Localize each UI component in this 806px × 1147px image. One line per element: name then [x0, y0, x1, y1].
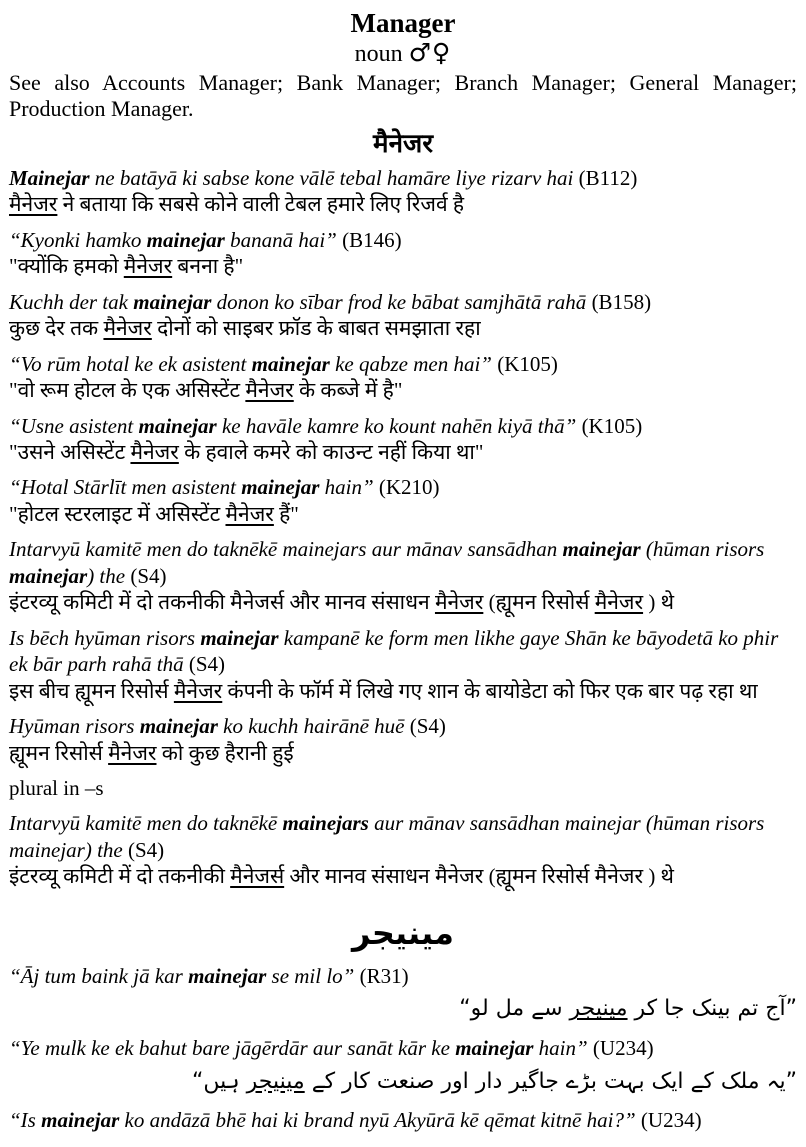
- text-run: bananā hai”: [224, 227, 343, 252]
- dictionary-example: [9, 289, 797, 342]
- text-run: kampanē ke form men likhe gaye Shān ke bāyodetā ko phir ek bār parh rahā thā: [9, 625, 779, 677]
- keyword-highlight: mainejar: [41, 1108, 120, 1133]
- dictionary-example: [9, 963, 797, 1026]
- hindi-headword: मैनेजर: [373, 129, 433, 159]
- text-run: ke havāle kamre ko kount nahēn kiyā thā”: [216, 413, 582, 438]
- keyword-highlight: मैनेजर: [9, 192, 58, 217]
- dictionary-example: [9, 536, 797, 615]
- text-run: aur mānav sansādhan mainejar (hūman risors mainejar) the: [9, 811, 765, 862]
- text-run: इस बीच ह्यूमन रिसोर्स: [9, 678, 174, 703]
- keyword-highlight: mainejar: [138, 413, 217, 438]
- example-roman-line: [9, 713, 797, 739]
- text-run: “Is: [9, 1108, 42, 1133]
- keyword-highlight: mainejars: [282, 811, 369, 836]
- example-hindi-line: [9, 863, 797, 889]
- example-roman-line: [9, 289, 797, 315]
- text-run: कंपनी के फॉर्म में लिखे गए शान के बायोडेटा को फिर एक बार पढ़ रहा था: [222, 678, 758, 703]
- keyword-highlight: مینیجر: [246, 1068, 305, 1094]
- keyword-highlight: مینیجر: [569, 996, 628, 1022]
- keyword-highlight: mainejar: [200, 625, 279, 650]
- text-run: (K105): [581, 413, 643, 438]
- text-run: (K210): [378, 475, 440, 500]
- text-run: (U234): [640, 1108, 702, 1133]
- text-run: (S4): [409, 714, 446, 739]
- example-roman-line: [9, 165, 797, 191]
- keyword-highlight: मैनेजर: [594, 590, 644, 615]
- text-run: hain”: [533, 1036, 593, 1061]
- text-run: “Usne asistent: [9, 413, 139, 438]
- keyword-highlight: मैनेजर: [245, 378, 294, 403]
- dictionary-example: [9, 713, 797, 766]
- keyword-highlight: mainejar: [133, 289, 212, 314]
- text-run: Intarvyū kamitē men do taknēkē: [9, 811, 283, 836]
- text-run: donon ko sībar frod ke bābat samjhātā rahā: [211, 289, 592, 314]
- example-hindi-line: [9, 191, 797, 217]
- text-run: के हवाले कमरे को काउन्ट नहीं किया था": [178, 440, 484, 465]
- text-run: इंटरव्यू कमिटी में दो तकनीकी मैनेजर्स और मानव संसाधन: [9, 590, 435, 615]
- text-run: ko kuchh hairānē huē: [217, 714, 410, 739]
- keyword-highlight: मैनेजर: [123, 254, 173, 279]
- keyword-highlight: Mainejar: [9, 165, 90, 190]
- text-run: “Kyonki hamko: [9, 227, 147, 252]
- text-run: (K105): [497, 351, 558, 376]
- text-run: سے مل لو“: [459, 996, 570, 1022]
- keyword-highlight: mainejar: [9, 563, 88, 588]
- example-roman-line: [9, 1107, 797, 1133]
- text-run: “Hotal Stārlīt men asistent: [9, 475, 242, 500]
- urdu-headword: مینیجر: [352, 913, 454, 952]
- text-run: hain”: [319, 475, 379, 500]
- keyword-highlight: मैनेजर: [108, 740, 157, 765]
- text-run: "वो रूम होटल के एक असिस्टेंट: [9, 378, 246, 403]
- text-run: (S4): [127, 837, 165, 862]
- text-run: “Ye mulk ke ek bahut bare jāgērdār aur sanāt kār ke: [9, 1036, 456, 1061]
- example-urdu-line: [9, 989, 797, 1026]
- example-roman-line: [9, 1035, 797, 1061]
- keyword-highlight: mainejar: [139, 714, 218, 739]
- text-run: (U234): [592, 1036, 654, 1061]
- keyword-highlight: मैनेजर: [130, 440, 179, 465]
- text-run: (B112): [578, 165, 638, 190]
- hindi-examples-list: [9, 165, 797, 890]
- text-run: Hyūman risors: [9, 714, 140, 739]
- text-run: (S4): [188, 652, 226, 677]
- text-run: “Āj tum baink jā kar: [9, 964, 189, 988]
- keyword-highlight: मैनेजर्स: [230, 864, 285, 889]
- text-run: ह्यूमन रिसोर्स: [9, 740, 109, 765]
- example-roman-line: [9, 536, 797, 589]
- text-run: ”آج تم بینک جا کر: [627, 996, 797, 1022]
- text-run: के कब्जे में है": [293, 378, 403, 403]
- text-run: ne batāyā ki sabse kone vālē tebal hamāre liye rizarv hai: [89, 165, 579, 190]
- keyword-highlight: mainejar: [241, 475, 320, 500]
- example-hindi-line: [9, 439, 797, 465]
- example-hindi-line: [9, 377, 797, 403]
- example-hindi-line: [9, 315, 797, 341]
- text-run: Intarvyū kamitē men do taknēkē mainejars aur mānav sansādhan: [9, 537, 563, 562]
- text-run: हैं": [273, 501, 299, 526]
- text-run: se mil lo”: [266, 964, 360, 988]
- example-roman-line: [9, 625, 797, 678]
- example-note-line: [9, 775, 797, 801]
- keyword-highlight: mainejar: [188, 964, 267, 988]
- dictionary-example: [9, 413, 797, 466]
- dictionary-example: [9, 810, 797, 889]
- example-urdu-line: [9, 1062, 797, 1099]
- text-run: (R31): [359, 964, 409, 988]
- text-run: Is bēch hyūman risors: [9, 625, 201, 650]
- keyword-highlight: मैनेजर: [434, 590, 484, 615]
- text-run: को कुछ हैरानी हुई: [156, 740, 294, 765]
- example-roman-line: [9, 351, 797, 377]
- pos-label: noun: [354, 41, 403, 68]
- example-roman-line: [9, 474, 797, 500]
- text-run: "होटल स्टरलाइट में असिस्टेंट: [9, 501, 226, 526]
- text-run: ہیں“: [191, 1068, 247, 1094]
- urdu-examples-list: [9, 963, 797, 1134]
- example-roman-line: [9, 227, 797, 253]
- dictionary-example: [9, 474, 797, 527]
- text-run: “Vo rūm hotal ke ek asistent: [9, 351, 252, 376]
- example-hindi-line: [9, 253, 797, 279]
- keyword-highlight: mainejar: [562, 537, 641, 562]
- text-run: "क्योंकि हमको: [9, 254, 124, 279]
- dictionary-example: [9, 1035, 797, 1098]
- text-run: (ह्यूमन रिसोर्स: [483, 590, 595, 615]
- gender-symbols-icon: ♂♀: [408, 38, 452, 68]
- keyword-highlight: मैनेजर: [103, 316, 152, 341]
- text-run: ) थे: [643, 590, 674, 615]
- dictionary-example: [9, 625, 797, 704]
- example-roman-line: [9, 413, 797, 439]
- text-run: दोनों को साइबर फ्रॉड के बाबत समझाता रहा: [151, 316, 481, 341]
- text-run: ko andāzā bhē hai ki brand nyū Akyūrā kē qēmat kitnē hai?”: [119, 1108, 641, 1133]
- example-hindi-line: [9, 678, 797, 704]
- keyword-highlight: मैनेजर: [173, 678, 223, 703]
- pos-line: [9, 39, 797, 67]
- example-hindi-line: [9, 589, 797, 615]
- dictionary-example: [9, 227, 797, 280]
- plural-note: [9, 775, 797, 801]
- example-hindi-line: [9, 501, 797, 527]
- keyword-highlight: mainejar: [251, 351, 330, 376]
- text-run: इंटरव्यू कमिटी में दो तकनीकी: [9, 864, 231, 889]
- example-roman-line: [9, 810, 797, 863]
- keyword-highlight: मैनेजर: [225, 501, 274, 526]
- text-run: कुछ देर तक: [9, 316, 104, 341]
- text-run: (B158): [591, 289, 652, 314]
- text-run: Kuchh der tak: [9, 289, 134, 314]
- text-run: plural in –s: [9, 776, 104, 800]
- dictionary-example: [9, 1107, 797, 1133]
- text-run: ) the: [87, 563, 131, 588]
- see-also-text: See also Accounts Manager; Bank Manager; Branch Manager; General Manager; Production Manager.: [9, 70, 797, 122]
- keyword-highlight: mainejar: [146, 227, 225, 252]
- example-roman-line: [9, 963, 797, 989]
- text-run: और मानव संसाधन मैनेजर (ह्यूमन रिसोर्स मैनेजर ) थे: [284, 864, 674, 889]
- example-hindi-line: [9, 740, 797, 766]
- text-run: "उसने असिस्टेंट: [9, 440, 131, 465]
- text-run: ने बताया कि सबसे कोने वाली टेबल हमारे लिए रिजर्व है: [57, 192, 465, 217]
- text-run: (S4): [130, 563, 167, 588]
- text-run: बनना है": [172, 254, 244, 279]
- keyword-highlight: mainejar: [455, 1036, 534, 1061]
- entry-headword: Manager: [350, 8, 456, 38]
- text-run: (B146): [342, 227, 402, 252]
- dictionary-example: [9, 165, 797, 218]
- text-run: ”یہ ملک کے ایک بہت بڑے جاگیر دار اور صنعت کار کے: [304, 1068, 797, 1094]
- text-run: (hūman risors: [640, 537, 765, 562]
- dictionary-example: [9, 351, 797, 404]
- text-run: ke qabze men hai”: [329, 351, 498, 376]
